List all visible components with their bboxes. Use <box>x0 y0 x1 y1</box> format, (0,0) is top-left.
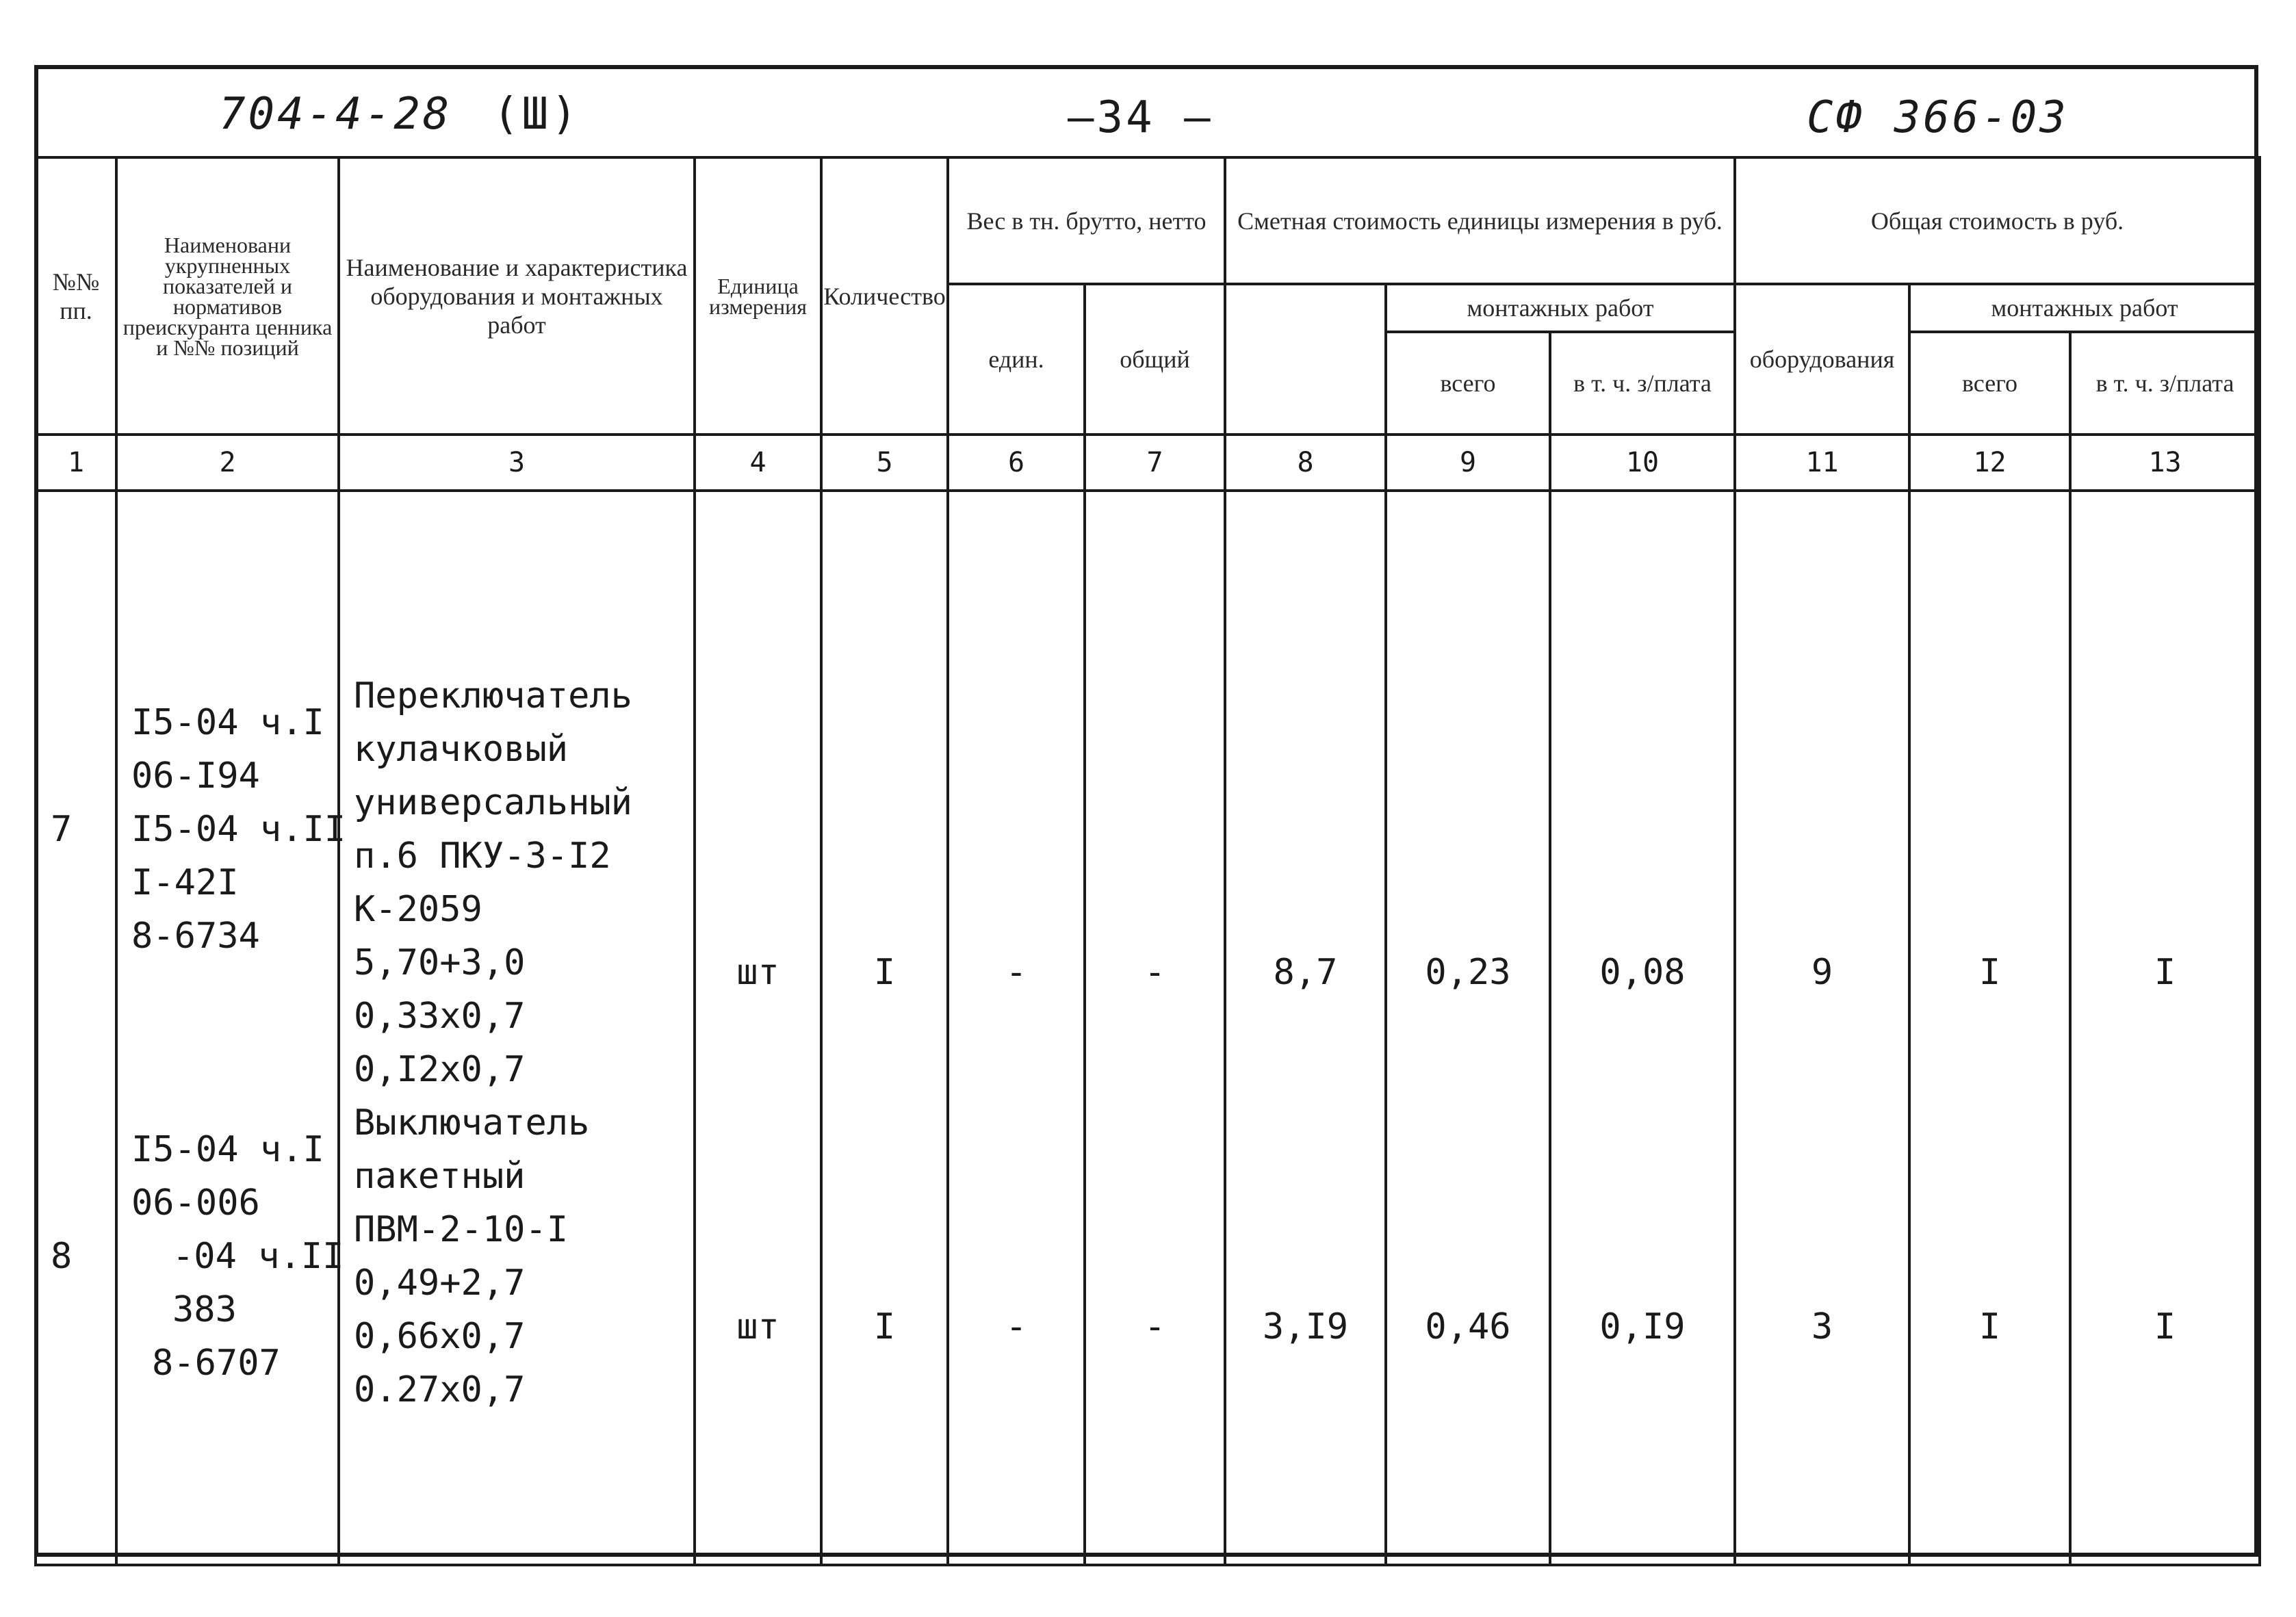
total-pay-value: I <box>2154 952 2176 993</box>
desc-line: 0,I2х0,7 <box>354 1049 526 1090</box>
desc-line: 0,33х0,7 <box>354 996 526 1037</box>
code-line: I5-04 ч.I <box>131 702 324 743</box>
code-line: 8-6734 <box>131 916 260 957</box>
qty-value: I <box>873 1306 896 1347</box>
code-line: 06-I94 <box>131 755 260 797</box>
col-number: 2 <box>116 435 339 491</box>
header-col-6: един. <box>948 284 1085 435</box>
cell-weight-total <box>1085 491 1225 1565</box>
cell-total-all <box>1909 491 2070 1565</box>
desc-line: 0.27х0,7 <box>354 1369 526 1410</box>
desc-line: 5,70+3,0 <box>354 942 526 983</box>
header-col-8 <box>1225 284 1386 435</box>
column-number-row <box>36 435 2260 491</box>
header-col-3: Наименование и характеристика оборудования и монтажных работ <box>339 157 695 435</box>
header-weight: Вес в тн. брутто, нетто <box>948 157 1225 284</box>
total-all-value: I <box>1978 952 2001 993</box>
header-col-2: Наименовани укрупненных показателей и нормативов преискуранта ценника и №№ позиций <box>116 157 339 435</box>
header-total-cost: Общая стоимость в руб. <box>1735 157 2260 284</box>
cost-unit-value: 3,I9 <box>1262 1306 1349 1347</box>
desc-line: К-2059 <box>354 889 482 930</box>
header-col-5: Количество <box>821 157 948 435</box>
weight-unit-value: - <box>1005 952 1027 993</box>
desc-line: ПВМ-2-10-I <box>354 1209 569 1250</box>
cell-cost-unit <box>1225 491 1386 1565</box>
desc-line: кулачковый <box>354 729 569 770</box>
table-body <box>36 491 2260 1565</box>
mount-pay-value: 0,08 <box>1599 952 1686 993</box>
header-unit-mount: монтажных работ <box>1386 284 1735 332</box>
code-line: 383 <box>172 1289 237 1330</box>
row-no: 8 <box>51 1236 73 1277</box>
code-line: I-42I <box>131 862 239 903</box>
col-number: 4 <box>695 435 821 491</box>
desc-line: Выключатель <box>354 1102 590 1143</box>
cost-unit-value: 8,7 <box>1273 952 1338 993</box>
cell-no <box>36 491 116 1565</box>
col-number: 13 <box>2070 435 2260 491</box>
desc-line: 0,66х0,7 <box>354 1316 526 1357</box>
col-number: 9 <box>1386 435 1550 491</box>
cell-total-pay <box>2070 491 2260 1565</box>
code-line: 8-6707 <box>152 1343 281 1384</box>
col-number: 5 <box>821 435 948 491</box>
code-line: I5-04 ч.I <box>131 1129 324 1170</box>
desc-line: п.6 ПКУ-3-I2 <box>354 836 611 877</box>
unit-value: шт <box>736 1306 779 1347</box>
col-number: 11 <box>1735 435 1909 491</box>
cell-codes <box>116 491 346 1565</box>
desc-line: 0,49+2,7 <box>354 1263 526 1304</box>
header-col-7: общий <box>1085 284 1225 435</box>
header-col-13: в т. ч. з/плата <box>2070 332 2260 435</box>
doc-code: СФ 366-03 <box>1807 92 2069 143</box>
weight-total-value: - <box>1144 952 1166 993</box>
cell-mount-all <box>1386 491 1550 1565</box>
estimate-table <box>34 156 2261 1566</box>
desc-line: пакетный <box>354 1156 526 1197</box>
code-line: I5-04 ч.II <box>131 809 346 850</box>
header-col-4: Единица измерения <box>695 157 821 435</box>
qty-value: I <box>873 952 896 993</box>
col-number: 1 <box>36 435 116 491</box>
weight-total-value: - <box>1144 1306 1166 1347</box>
desc-line: Переключатель <box>354 675 632 716</box>
cell-qty <box>821 491 948 1565</box>
cell-total-equip <box>1735 491 1909 1565</box>
total-equip-value: 3 <box>1811 1306 1833 1347</box>
total-pay-value: I <box>2154 1306 2176 1347</box>
col-number: 12 <box>1909 435 2070 491</box>
col-number: 10 <box>1550 435 1735 491</box>
page-number: —34 — <box>1068 92 1213 143</box>
mount-all-value: 0,46 <box>1425 1306 1511 1347</box>
col-number: 7 <box>1085 435 1225 491</box>
header-unit-cost: Сметная стоимость единицы измерения в руб. <box>1225 157 1735 284</box>
header-col-10: в т. ч. з/плата <box>1550 332 1735 435</box>
mount-all-value: 0,23 <box>1425 952 1511 993</box>
mount-pay-value: 0,I9 <box>1599 1306 1686 1347</box>
header-col-12: всего <box>1909 332 2070 435</box>
header-col-9: всего <box>1386 332 1550 435</box>
doc-number: 704-4-28 <box>219 89 452 140</box>
row-no: 7 <box>51 809 73 850</box>
header-total-mount: монтажных работ <box>1909 284 2260 332</box>
weight-unit-value: - <box>1005 1306 1027 1347</box>
header-col-11: оборудования <box>1735 284 1909 435</box>
total-all-value: I <box>1978 1306 2001 1347</box>
col-number: 3 <box>339 435 695 491</box>
code-line: 06-006 <box>131 1182 260 1224</box>
desc-line: универсальный <box>354 782 632 823</box>
header-col-1: №№ пп. <box>36 157 116 435</box>
cell-desc <box>339 491 695 1565</box>
unit-value: шт <box>736 952 779 993</box>
total-equip-value: 9 <box>1811 952 1833 993</box>
doc-issue: (Ш) <box>493 89 580 140</box>
cell-weight-unit <box>948 491 1085 1565</box>
col-number: 6 <box>948 435 1085 491</box>
cell-mount-pay <box>1550 491 1735 1565</box>
cell-unit <box>695 491 821 1565</box>
col-number: 8 <box>1225 435 1386 491</box>
code-line: -04 ч.II <box>172 1236 344 1277</box>
